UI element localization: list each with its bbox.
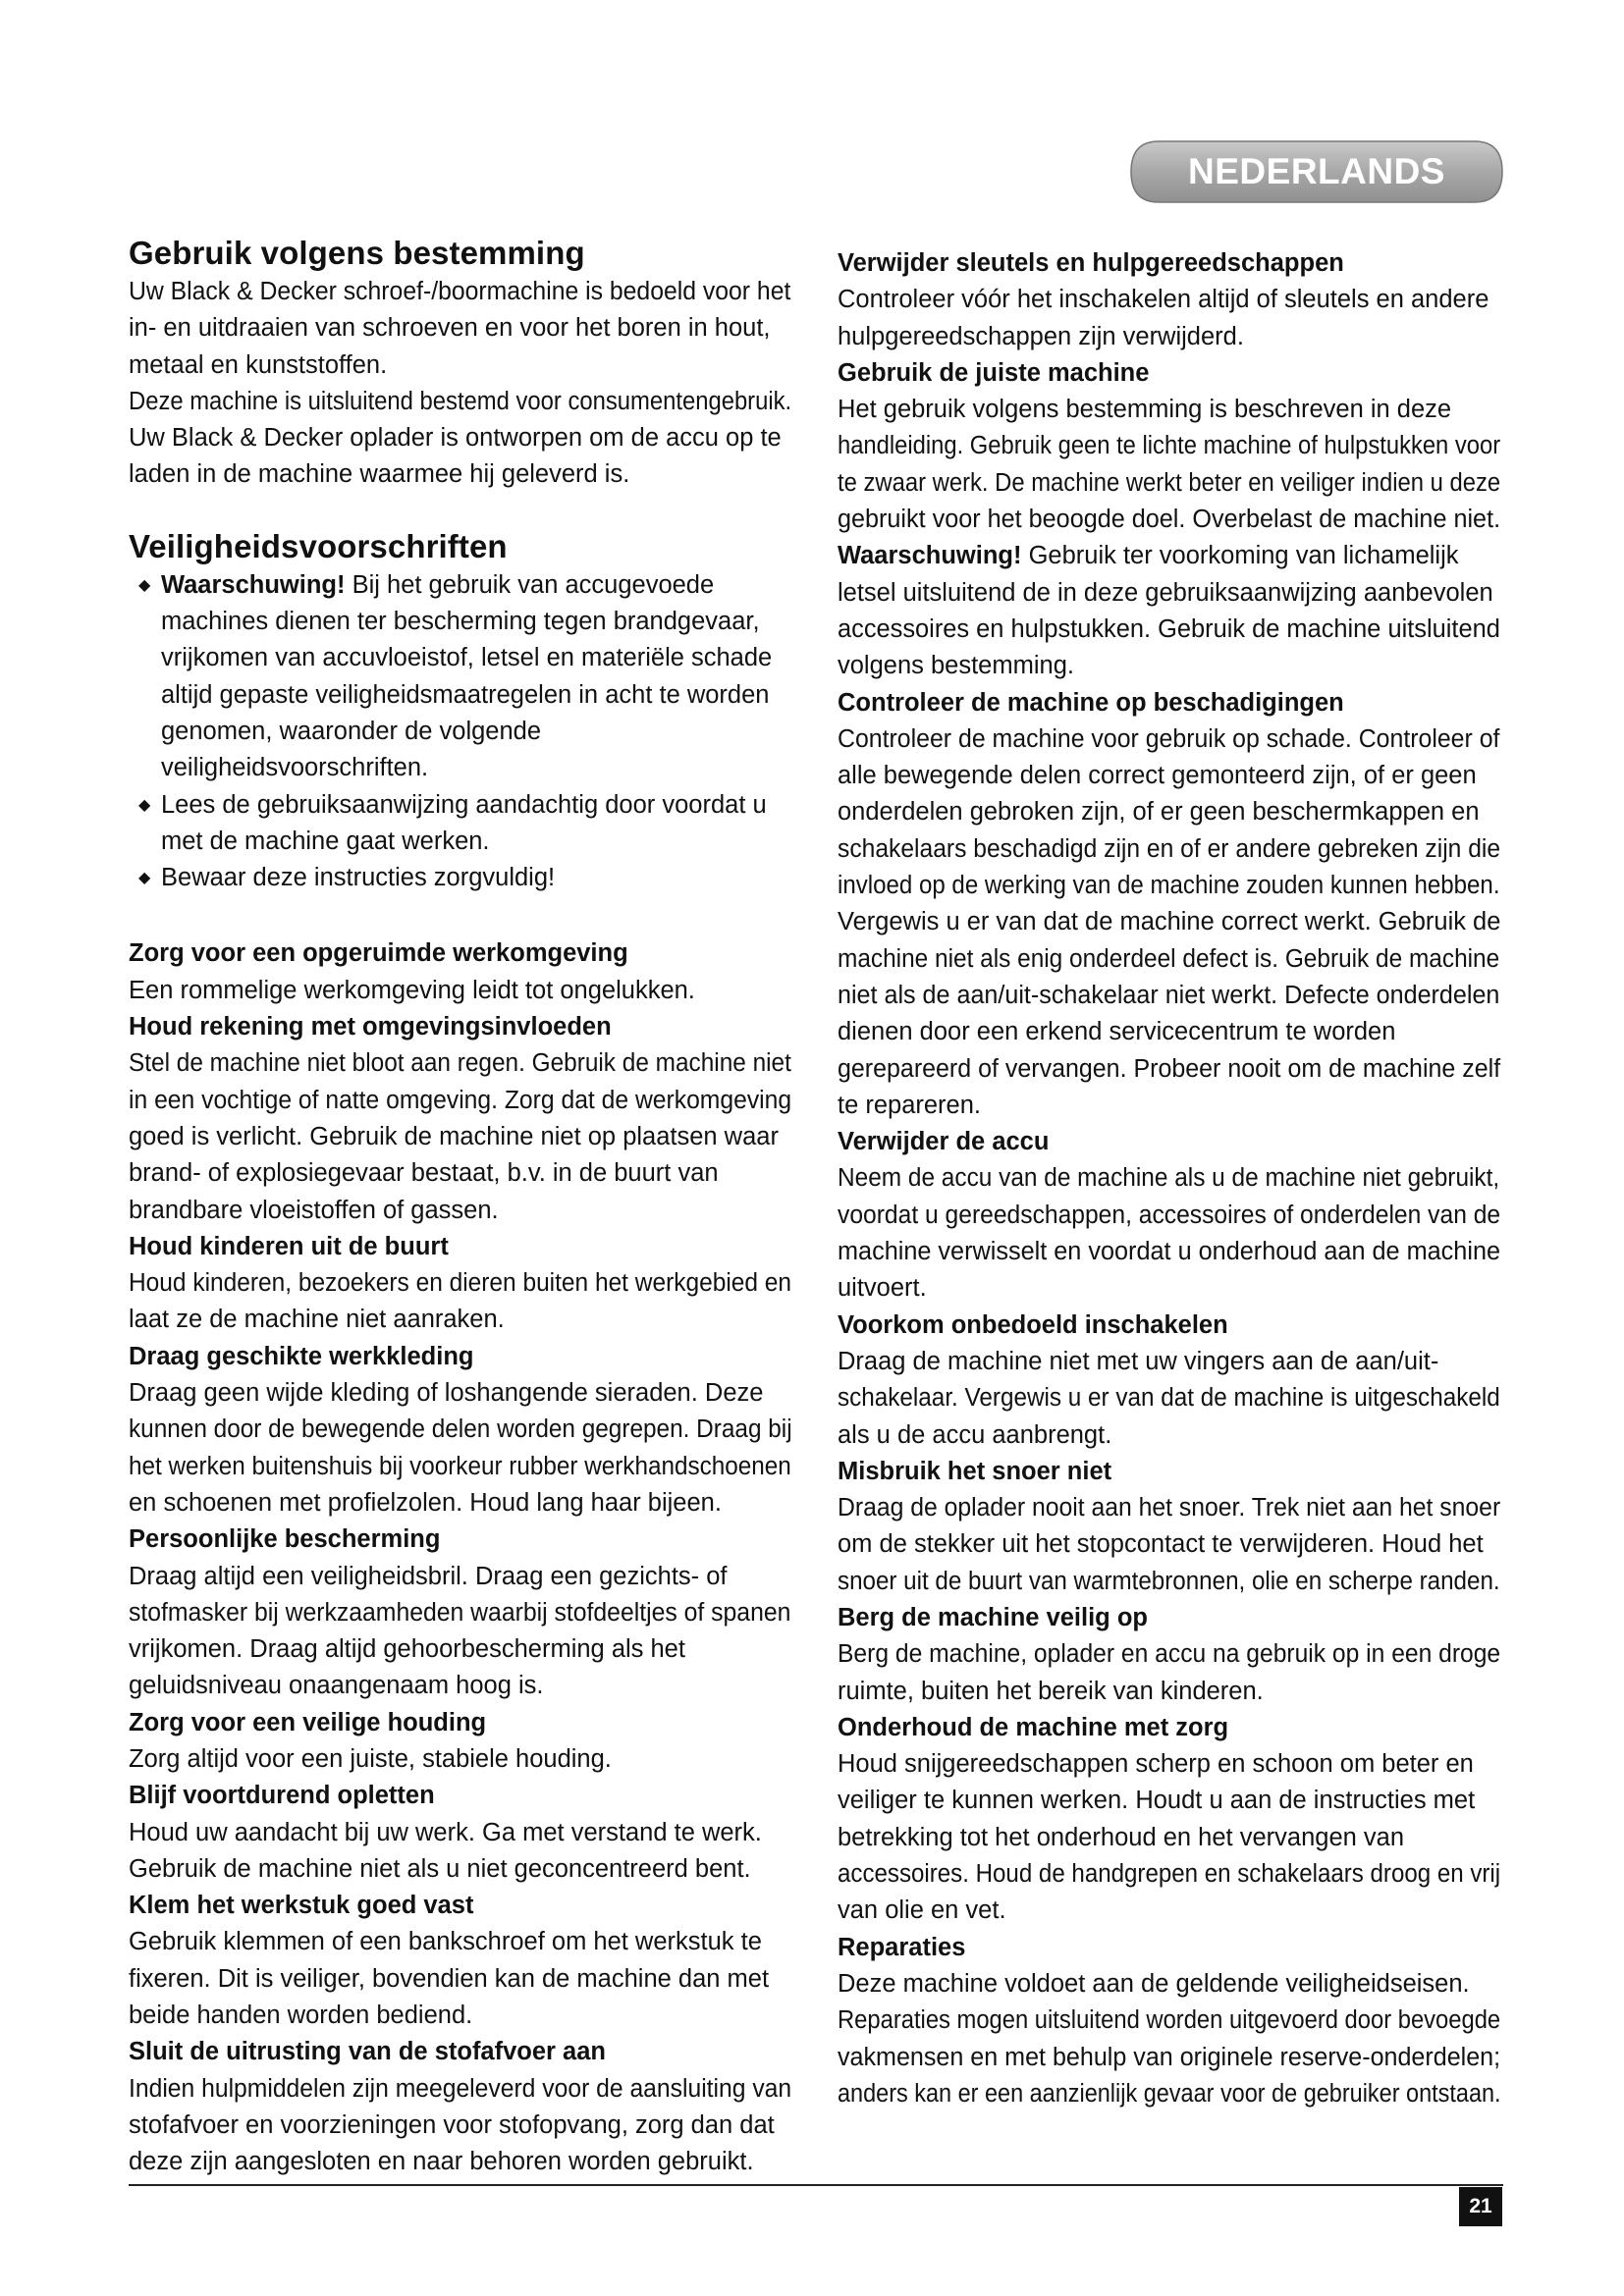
text-line: invloed op de werking van de machine zouden kunnen hebben. bbox=[838, 872, 1500, 900]
text-line: Reparaties mogen uitsluitend worden uitgevoerd door bevoegde bbox=[838, 2006, 1501, 2035]
rule-block bbox=[129, 1522, 791, 1704]
rule-block bbox=[838, 355, 1500, 538]
text-line: kunnen door de bewegende delen worden gegrepen. Draag bij bbox=[129, 1415, 792, 1444]
text-line: Houd kinderen, bezoekers en dieren buiten het werkgebied en bbox=[129, 1269, 792, 1298]
text-line: Gebruik klemmen of een bankschroef om het werkstuk te bbox=[129, 1928, 762, 1956]
list-item bbox=[129, 860, 791, 896]
language-label: NEDERLANDS bbox=[1188, 151, 1445, 191]
rule-heading: Verwijder sleutels en hulpgereedschappen bbox=[838, 249, 1344, 277]
text-line: Uw Black & Decker oplader is ontworpen om de accu op te bbox=[129, 424, 782, 453]
rule-block bbox=[129, 1229, 791, 1339]
rule-block bbox=[129, 1009, 791, 1229]
text-line: als u de accu aanbrengt. bbox=[838, 1420, 1112, 1449]
text-line: Controleer de machine voor gebruik op schade. Controleer of bbox=[838, 724, 1500, 753]
text-line: volgens bestemming. bbox=[838, 652, 1074, 680]
text-line: stofafvoer en voorzieningen voor stofopvang, zorg dan dat bbox=[129, 2110, 775, 2139]
text-line: Controleer vóór het inschakelen altijd of sleutels en andere bbox=[838, 286, 1489, 314]
left-rules bbox=[129, 935, 791, 2180]
rule-block bbox=[838, 1308, 1500, 1454]
rule-heading: Verwijder de accu bbox=[838, 1128, 1050, 1156]
text-line: uitvoert. bbox=[838, 1274, 927, 1303]
rule-block bbox=[129, 2034, 791, 2180]
warning-text: Bij het gebruik van accugevoede machines dienen ter bescherming tegen brandgevaar, vrijkomen van accuvloeistof, letsel en materiële schade altijd gepaste veiligheidsmaatregelen in acht te worden genomen, waaronder de volgende veiligheidsvoorschriften. bbox=[161, 570, 773, 782]
rule-block bbox=[838, 1124, 1500, 1307]
rule-block bbox=[838, 538, 1500, 684]
text-line: voordat u gereedschappen, accessoires of onderdelen van de bbox=[838, 1201, 1501, 1229]
rule-block bbox=[838, 1710, 1500, 1930]
text-line: betrekking tot het onderhoud en het vervangen van bbox=[838, 1823, 1404, 1851]
text-line: veiliger te kunnen werken. Houdt u aan de instructies met bbox=[838, 1787, 1476, 1815]
rule-block bbox=[129, 1339, 791, 1522]
text-line: Neem de accu van de machine als u de machine niet gebruikt, bbox=[838, 1164, 1500, 1193]
rule-heading: Controleer de machine op beschadigingen bbox=[838, 688, 1344, 717]
rule-heading: Gebruik de juiste machine bbox=[838, 358, 1150, 387]
rule-block bbox=[838, 1930, 1500, 2112]
rule-heading: Sluit de uitrusting van de stofafvoer aan bbox=[129, 2038, 606, 2066]
text-line: laat ze de machine niet aanraken. bbox=[129, 1306, 505, 1334]
text-line: deze zijn aangesloten en naar behoren worden gebruikt. bbox=[129, 2148, 754, 2176]
text-line: te zwaar werk. De machine werkt beter en veiliger indien u deze bbox=[838, 468, 1501, 497]
heading-intended-use: Gebruik volgens bestemming bbox=[129, 235, 585, 271]
text-line: in een vochtige of natte omgeving. Zorg dat de werkomgeving bbox=[129, 1086, 792, 1114]
text-line: onderdelen gebroken zijn, of er geen beschermkappen en bbox=[838, 798, 1480, 827]
text-line: Indien hulpmiddelen zijn meegeleverd voor de aansluiting van bbox=[129, 2074, 792, 2103]
text-line: ruimte, buiten het bereik van kinderen. bbox=[838, 1677, 1264, 1705]
diamond-bullet-icon: ◆ bbox=[138, 576, 151, 594]
warning-label: Waarschuwing! bbox=[161, 570, 346, 599]
text-line: accessoires. Houd de handgrepen en schakelaars droog en vrij bbox=[838, 1860, 1501, 1889]
text-line: anders kan er een aanzienlijk gevaar voor de gebruiker ontstaan. bbox=[838, 2079, 1501, 2108]
warning-text: Gebruik ter voorkoming van lichamelijk bbox=[1021, 542, 1459, 570]
text-line: Berg de machine, oplader en accu na gebruik op in een droge bbox=[838, 1640, 1501, 1669]
text-line: Draag de oplader nooit aan het snoer. Trek niet aan het snoer bbox=[838, 1494, 1501, 1522]
left-column bbox=[129, 234, 791, 2181]
safety-bullets bbox=[129, 567, 791, 897]
diamond-bullet-icon: ◆ bbox=[138, 796, 151, 814]
text-line: geluidsniveau onaangenaam hoog is. bbox=[129, 1672, 544, 1700]
text-line: Draag de machine niet met uw vingers aan de aan/uit- bbox=[838, 1347, 1439, 1375]
text-line: fixeren. Dit is veiliger, bovendien kan de machine dan met bbox=[129, 1964, 770, 1993]
text-line: handleiding. Gebruik geen te lichte machine of hulpstukken voor bbox=[838, 432, 1501, 460]
rule-block bbox=[838, 685, 1500, 1125]
text-line: en schoenen met profielzolen. Houd lang haar bijeen. bbox=[129, 1488, 722, 1517]
bullet-text: Lees de gebruiksaanwijzing aandachtig door voordat u met de machine gaat werken. bbox=[161, 790, 767, 855]
text-line: gerepareerd of vervangen. Probeer nooit om de machine zelf bbox=[838, 1054, 1501, 1083]
rule-block bbox=[838, 1454, 1500, 1600]
text-line: schakelaars beschadigd zijn en of er andere gebreken zijn die bbox=[838, 834, 1501, 863]
language-badge bbox=[1129, 139, 1504, 204]
text-line: van olie en vet. bbox=[838, 1896, 1006, 1925]
rule-block bbox=[129, 1705, 791, 1779]
text-line: machine niet als enig onderdeel defect is. Gebruik de machine bbox=[838, 944, 1500, 973]
text-line: dienen door een erkend servicecentrum te worden bbox=[838, 1018, 1396, 1046]
rule-heading: Voorkom onbedoeld inschakelen bbox=[838, 1310, 1228, 1339]
text-line: Deze machine is uitsluitend bestemd voor consumentengebruik. bbox=[129, 387, 792, 415]
text-line: Zorg altijd voor een juiste, stabiele houding. bbox=[129, 1744, 612, 1773]
rule-heading: Zorg voor een opgeruimde werkomgeving bbox=[129, 939, 628, 968]
text-line: niet als de aan/uit-schakelaar niet werkt. Defecte onderdelen bbox=[838, 981, 1500, 1009]
text-line: Draag altijd een veiligheidsbril. Draag een gezichts- of bbox=[129, 1562, 728, 1590]
text-line: stofmasker bij werkzaamheden waarbij stofdeeltjes of spanen bbox=[129, 1598, 791, 1627]
list-item bbox=[129, 567, 791, 787]
page-number: 21 bbox=[1459, 2187, 1502, 2226]
text-line: gebruikt voor het beoogde doel. Overbelast de machine niet. bbox=[838, 506, 1501, 534]
text-line: goed is verlicht. Gebruik de machine niet op plaatsen waar bbox=[129, 1122, 779, 1150]
rule-block bbox=[129, 935, 791, 1009]
text-line: laden in de machine waarmee hij geleverd is. bbox=[129, 460, 630, 489]
text-line: Een rommelige werkomgeving leidt tot ongelukken. bbox=[129, 976, 695, 1004]
text-line: het werken buitenshuis bij voorkeur rubber werkhandschoenen bbox=[129, 1452, 791, 1480]
text-line: accessoires en hulpstukken. Gebruik de machine uitsluitend bbox=[838, 614, 1500, 643]
rule-heading: Onderhoud de machine met zorg bbox=[838, 1713, 1229, 1741]
text-line: schakelaar. Vergewis u er van dat de machine is uitgeschakeld bbox=[838, 1384, 1500, 1413]
right-column bbox=[838, 245, 1500, 2112]
warning-line bbox=[838, 538, 1500, 574]
heading-safety: Veiligheidsvoorschriften bbox=[129, 527, 508, 564]
rule-block bbox=[129, 1888, 791, 2034]
rule-block bbox=[129, 1778, 791, 1888]
text-line: beide handen worden bediend. bbox=[129, 2002, 473, 2030]
text-line: snoer uit de buurt van warmtebronnen, olie en scherpe randen. bbox=[838, 1567, 1500, 1595]
rule-heading: Berg de machine veilig op bbox=[838, 1603, 1148, 1631]
text-line: alle bewegende delen correct gemonteerd zijn, of er geen bbox=[838, 762, 1477, 790]
text-line: om de stekker uit het stopcontact te verwijderen. Houd het bbox=[838, 1530, 1484, 1559]
footer-rule bbox=[129, 2184, 1503, 2186]
text-line: machine verwisselt en voordat u onderhoud aan de machine bbox=[838, 1238, 1501, 1266]
text-line: brand- of explosiegevaar bestaat, b.v. in de buurt van bbox=[129, 1159, 719, 1188]
text-line: Deze machine voldoet aan de geldende veiligheidseisen. bbox=[838, 1969, 1470, 1998]
text-line: te repareren. bbox=[838, 1091, 982, 1119]
text-line: Houd snijgereedschappen scherp en schoon om beter en bbox=[838, 1750, 1474, 1779]
rule-heading: Houd kinderen uit de buurt bbox=[129, 1232, 449, 1260]
rule-block bbox=[838, 1600, 1500, 1710]
rule-heading: Draag geschikte werkkleding bbox=[129, 1342, 474, 1370]
text-line: hulpgereedschappen zijn verwijderd. bbox=[838, 322, 1244, 350]
rule-heading: Reparaties bbox=[838, 1933, 966, 1961]
text-line: metaal en kunststoffen. bbox=[129, 350, 388, 379]
text-line: Vergewis u er van dat de machine correct werkt. Gebruik de bbox=[838, 908, 1501, 936]
rule-heading: Persoonlijke bescherming bbox=[129, 1525, 441, 1554]
diamond-bullet-icon: ◆ bbox=[138, 870, 151, 887]
rule-heading: Zorg voor een veilige houding bbox=[129, 1708, 487, 1736]
text-line: Uw Black & Decker schroef-/boormachine is bedoeld voor het bbox=[129, 278, 791, 305]
text-line: Het gebruik volgens bestemming is beschreven in deze bbox=[838, 396, 1452, 424]
text-line: vrijkomen. Draag altijd gehoorbescherming als het bbox=[129, 1635, 685, 1664]
text-line: Stel de machine niet bloot aan regen. Gebruik de machine niet bbox=[129, 1049, 791, 1078]
text-line: brandbare vloeistoffen of gassen. bbox=[129, 1196, 499, 1224]
list-item bbox=[129, 787, 791, 861]
right-rules bbox=[838, 245, 1500, 2112]
text-line: Gebruik de machine niet als u niet geconcentreerd bent. bbox=[129, 1854, 751, 1883]
bullet-text: Bewaar deze instructies zorgvuldig! bbox=[161, 864, 556, 892]
text-line: Draag geen wijde kleding of loshangende sieraden. Deze bbox=[129, 1379, 764, 1408]
text-line: letsel uitsluitend de in deze gebruiksaanwijzing aanbevolen bbox=[838, 578, 1493, 607]
text-line: in- en uitdraaien van schroeven en voor het boren in hout, bbox=[129, 314, 771, 343]
rule-heading: Klem het werkstuk goed vast bbox=[129, 1892, 474, 1920]
rule-heading: Misbruik het snoer niet bbox=[838, 1457, 1112, 1485]
rule-heading: Blijf voortdurend opletten bbox=[129, 1782, 435, 1810]
rule-heading: Houd rekening met omgevingsinvloeden bbox=[129, 1013, 612, 1041]
text-line: vakmensen en met behulp van originele reserve-onderdelen; bbox=[838, 2043, 1501, 2071]
warning-label: Waarschuwing! bbox=[838, 542, 1022, 570]
intended-use-text bbox=[129, 274, 791, 494]
rule-block bbox=[838, 245, 1500, 355]
text-line: Houd uw aandacht bij uw werk. Ga met verstand te werk. bbox=[129, 1818, 762, 1846]
